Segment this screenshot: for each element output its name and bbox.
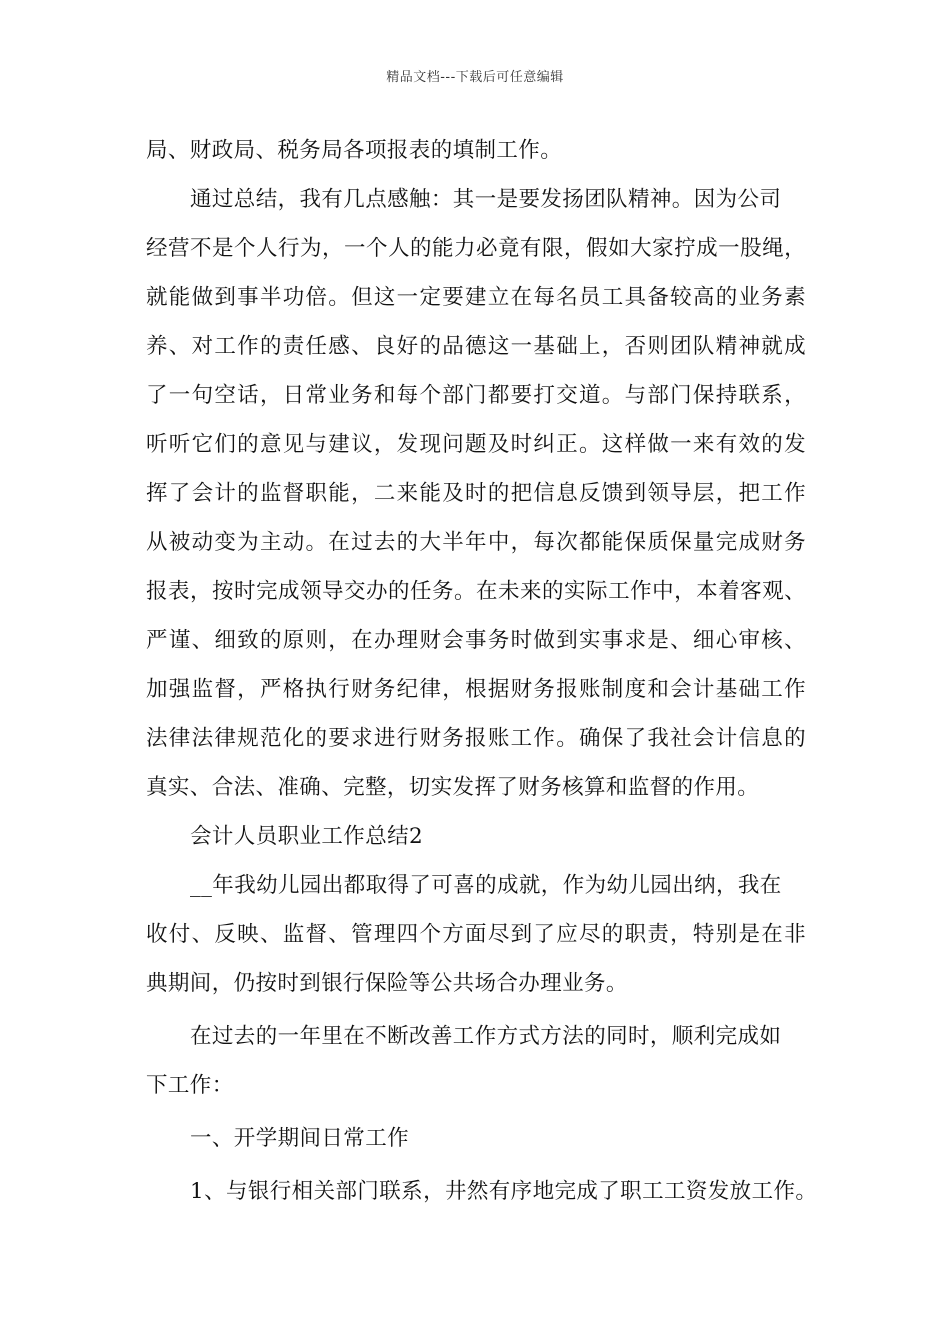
paragraph-line: 经营不是个人行为，一个人的能力必竟有限，假如大家拧成一股绳， bbox=[146, 236, 806, 261]
paragraph-line: 报表，按时完成领导交办的任务。在未来的实际工作中，本着客观、 bbox=[146, 579, 806, 604]
paragraph-line: 养、对工作的责任感、良好的品德这一基础上，否则团队精神就成 bbox=[146, 334, 806, 359]
paragraph-line: 严谨、细致的原则，在办理财会事务时做到实事求是、细心审核、 bbox=[146, 628, 806, 653]
paragraph-line: 下工作： bbox=[146, 1073, 234, 1098]
paragraph-line: 从被动变为主动。在过去的大半年中，每次都能保质保量完成财务 bbox=[146, 530, 806, 555]
paragraph-line: 典期间，仍按时到银行保险等公共场合办理业务。 bbox=[146, 971, 628, 996]
paragraph-line: 挥了会计的监督职能，二来能及时的把信息反馈到领导层，把工作 bbox=[146, 481, 806, 506]
paragraph-line: 加强监督，严格执行财务纪律，根据财务报账制度和会计基础工作 bbox=[146, 677, 806, 702]
list-item: 1、与银行相关部门联系，井然有序地完成了职工工资发放工作。 bbox=[190, 1179, 818, 1204]
page-header: 精品文档---下载后可任意编辑 bbox=[386, 70, 564, 85]
paragraph-line: 法律法律规范化的要求进行财务报账工作。确保了我社会计信息的 bbox=[146, 726, 806, 751]
paragraph-line: 收付、反映、监督、管理四个方面尽到了应尽的职责，特别是在非 bbox=[146, 922, 806, 947]
paragraph-line: 了一句空话，日常业务和每个部门都要打交道。与部门保持联系， bbox=[146, 383, 806, 408]
section-title: 会计人员职业工作总结2 bbox=[190, 824, 424, 849]
section-subtitle: 一、开学期间日常工作 bbox=[190, 1126, 410, 1151]
paragraph-line: 就能做到事半功倍。但这一定要建立在每名员工具备较高的业务素 bbox=[146, 285, 806, 310]
paragraph-line: 真实、合法、准确、完整，切实发挥了财务核算和监督的作用。 bbox=[146, 775, 760, 800]
document-body bbox=[146, 126, 826, 1216]
paragraph-line: 听听它们的意见与建议，发现问题及时纠正。这样做一来有效的发 bbox=[146, 432, 806, 457]
paragraph-line: 在过去的一年里在不断改善工作方式方法的同时，顺利完成如 bbox=[190, 1024, 782, 1049]
paragraph-line: 局、财政局、税务局各项报表的填制工作。 bbox=[146, 138, 563, 163]
paragraph-line: 通过总结，我有几点感触：其一是要发扬团队精神。因为公司 bbox=[190, 187, 782, 212]
paragraph-line: __年我幼儿园出都取得了可喜的成就，作为幼儿园出纳，我在 bbox=[190, 873, 782, 898]
